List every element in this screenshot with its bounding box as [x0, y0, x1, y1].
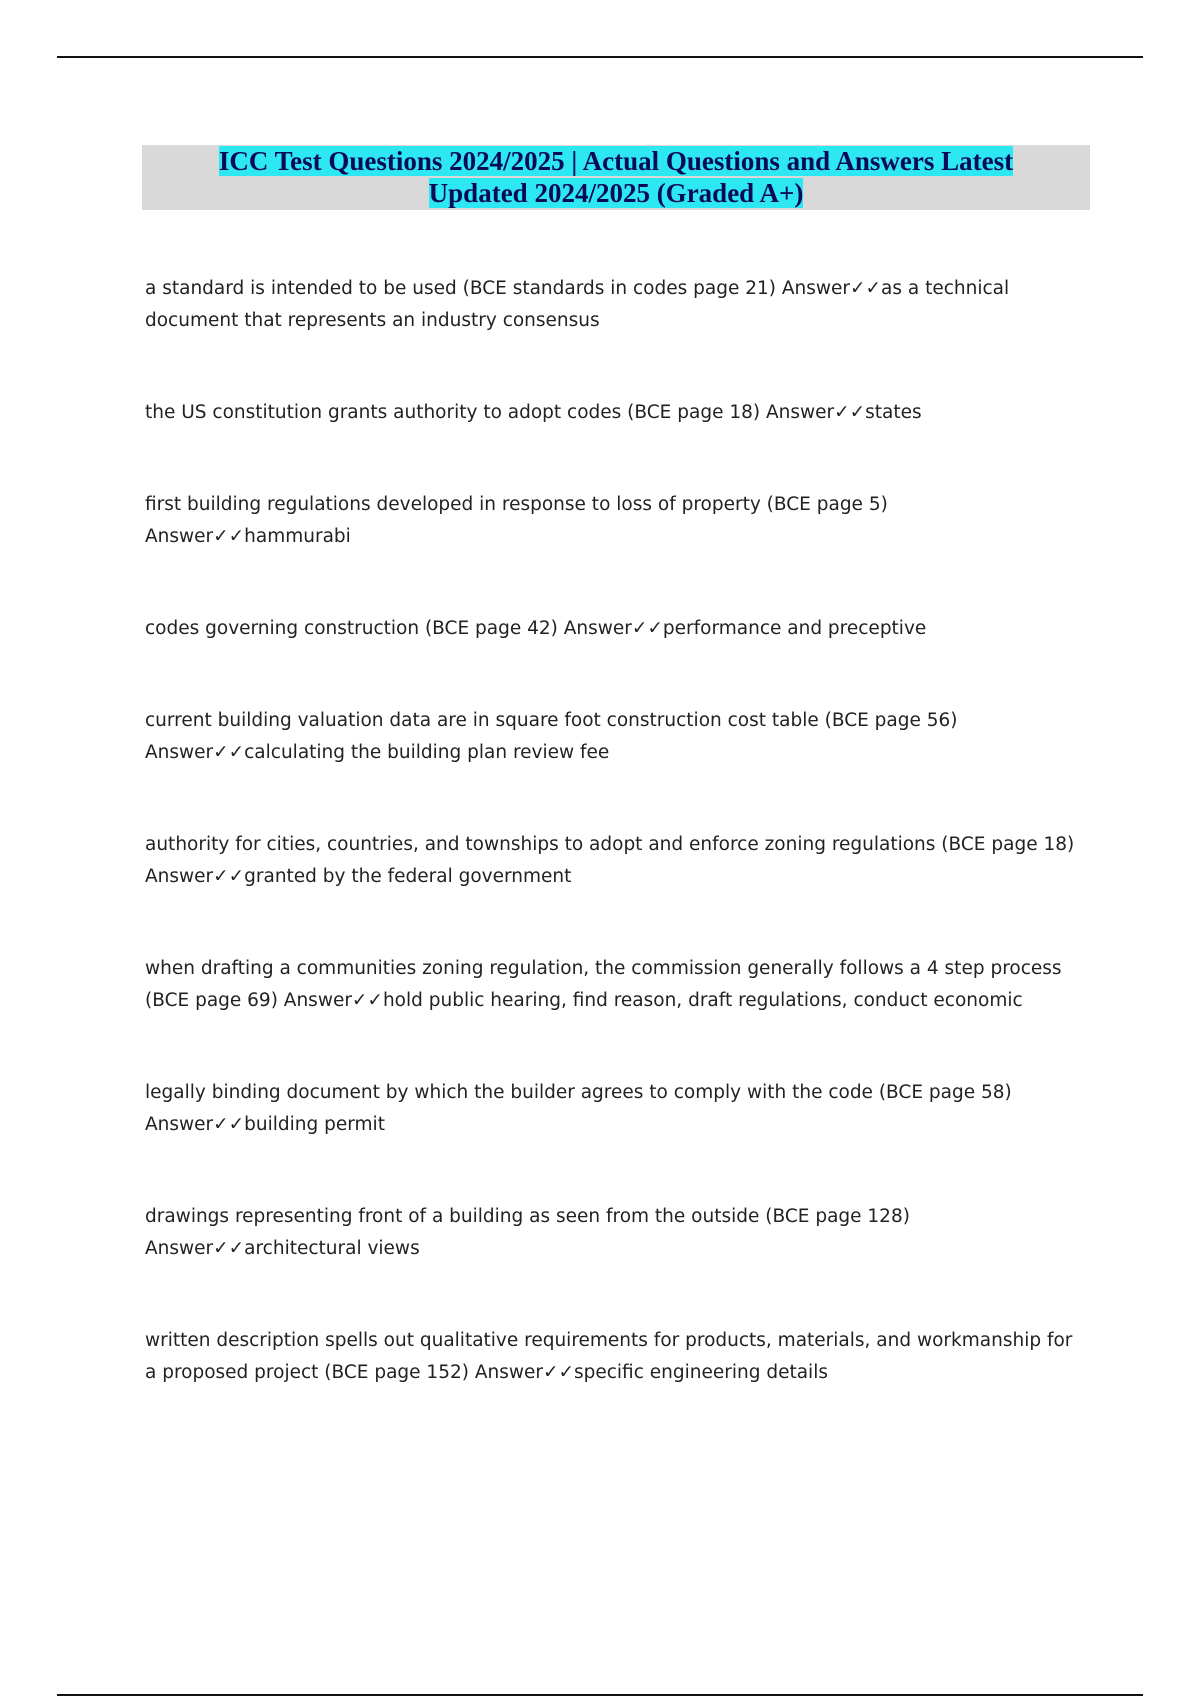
- answer-text: architectural views: [244, 1238, 420, 1259]
- question-text: authority for cities, countries, and townships to adopt and enforce zoning regulations (BCE page 18): [145, 834, 1075, 855]
- answer-text: granted by the federal government: [244, 866, 572, 887]
- answer-text: states: [865, 402, 922, 423]
- qa-list: [145, 273, 1080, 1449]
- question-text: a standard is intended to be used (BCE standards in codes page 21): [145, 278, 782, 299]
- qa-item: [145, 489, 1080, 553]
- answer-marker: Answer✓✓: [563, 618, 663, 639]
- qa-item: [145, 273, 1080, 337]
- qa-item: [145, 829, 1080, 893]
- qa-item: [145, 1325, 1080, 1389]
- qa-item: [145, 1077, 1080, 1141]
- bottom-rule: [57, 1694, 1143, 1696]
- document-title-block: [142, 145, 1090, 210]
- answer-marker: Answer✓✓: [283, 990, 383, 1011]
- qa-item: [145, 953, 1080, 1017]
- question-text: drawings representing front of a building as seen from the outside (BCE page 128): [145, 1206, 910, 1227]
- answer-marker: Answer✓✓: [145, 526, 245, 547]
- answer-marker: Answer✓✓: [145, 1238, 245, 1259]
- answer-marker: Answer✓✓: [145, 866, 245, 887]
- answer-text: calculating the building plan review fee: [244, 742, 610, 763]
- answer-text: specific engineering details: [573, 1362, 828, 1383]
- question-text: when drafting a communities zoning regulation, the commission generally follows a 4 step process (BCE page 69): [145, 958, 1062, 1011]
- title-line-2: Updated 2024/2025 (Graded A+): [428, 178, 804, 208]
- answer-marker: Answer✓✓: [145, 1114, 245, 1135]
- qa-item: [145, 397, 1080, 429]
- answer-marker: Answer✓✓: [474, 1362, 574, 1383]
- title-line-1: ICC Test Questions 2024/2025 | Actual Questions and Answers Latest: [218, 146, 1014, 176]
- qa-item: [145, 613, 1080, 645]
- qa-item: [145, 1201, 1080, 1265]
- answer-marker: Answer✓✓: [781, 278, 882, 299]
- top-rule: [57, 56, 1143, 58]
- question-text: current building valuation data are in square foot construction cost table (BCE page 56): [145, 710, 958, 731]
- qa-item: [145, 705, 1080, 769]
- document-title: [219, 146, 1013, 208]
- answer-text: hammurabi: [244, 526, 351, 547]
- question-text: written description spells out qualitative requirements for products, materials, and workmanship for a proposed project (BCE page 152): [145, 1330, 1073, 1383]
- answer-text: building permit: [244, 1114, 385, 1135]
- question-text: the US constitution grants authority to adopt codes (BCE page 18): [145, 402, 766, 423]
- answer-text: hold public hearing, find reason, draft regulations, conduct economic: [382, 990, 1023, 1011]
- question-text: codes governing construction (BCE page 42): [145, 618, 564, 639]
- answer-text: performance and preceptive: [662, 618, 927, 639]
- answer-marker: Answer✓✓: [765, 402, 866, 423]
- answer-marker: Answer✓✓: [145, 742, 245, 763]
- question-text: first building regulations developed in response to loss of property (BCE page 5): [145, 494, 888, 515]
- answer-text: as a technical document that represents an industry consensus: [145, 278, 1010, 331]
- question-text: legally binding document by which the builder agrees to comply with the code (BCE page 58): [145, 1082, 1012, 1103]
